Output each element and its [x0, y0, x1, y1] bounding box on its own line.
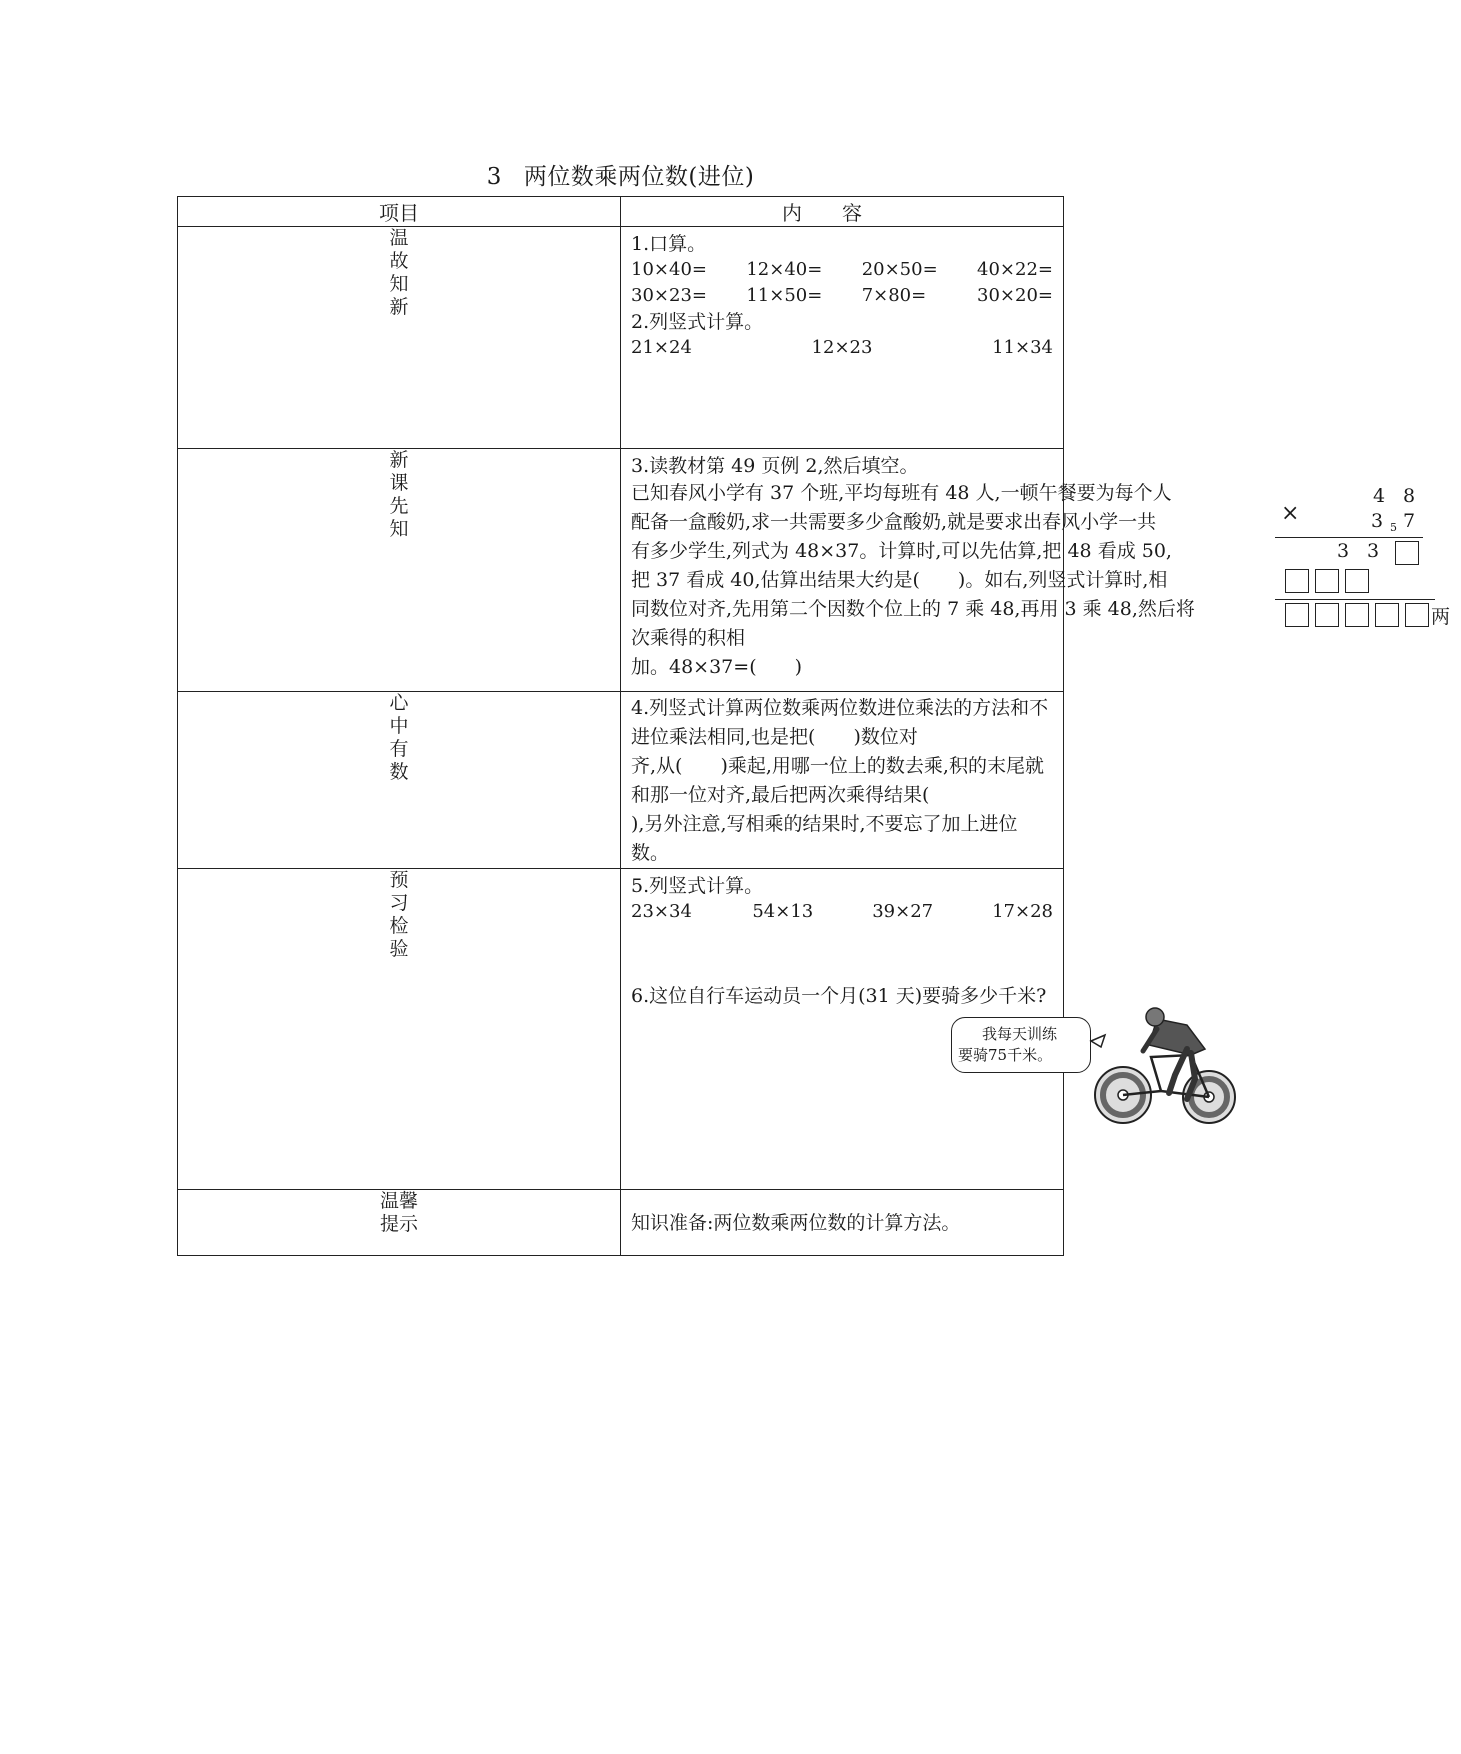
vertical-item: 12×23 [811, 337, 873, 358]
review-label: 温故知新 [178, 227, 621, 449]
q4-line: ),另外注意,写相乘的结果时,不要忘了加上进位数。 [631, 813, 1018, 864]
review-content [621, 227, 1064, 449]
q3-line: 加。48×37=( ) [631, 656, 803, 678]
q3-line: 同数位对齐,先用第二个因数个位上的 7 乘 48,再用 3 乘 48,然后将 [631, 598, 1195, 620]
q5-text: 5.列竖式计算。 [631, 875, 764, 897]
cyclist-illustration [1091, 1005, 1241, 1125]
answer-box[interactable] [1345, 603, 1369, 627]
bubble-line: 我每天训练 [982, 1025, 1058, 1043]
q2-text: 2.列竖式计算。 [631, 311, 764, 333]
q3-line: 配备一盒酸奶,求一共需要多少盒酸奶,就是要求出春风小学一共 [631, 511, 1157, 533]
calc-digit: 3 [1371, 510, 1384, 532]
q3-line: 把 37 看成 40,估算出结果大约是( )。如右,列竖式计算时,相 [631, 569, 1168, 591]
oral-row-2 [631, 283, 1053, 309]
mind-label: 心中有数 [178, 692, 621, 869]
q4-line: 齐,从( )乘起,用哪一位上的数去乘,积的末尾就和那一位对齐,最后把两次乘得结果( [631, 755, 1044, 806]
calc-digit: 3 [1367, 540, 1380, 562]
vertical-item: 54×13 [752, 901, 814, 922]
oral-item: 30×23= [631, 285, 707, 306]
title-number: 3 [486, 164, 502, 190]
oral-item: 12×40= [746, 259, 823, 280]
vertical-item: 11×34 [992, 337, 1053, 358]
q5-row [631, 899, 1053, 925]
bubble-line: 要骑75千米。 [958, 1046, 1053, 1064]
times-sign: × [1281, 501, 1300, 526]
oral-item: 11×50= [746, 285, 823, 306]
vertical-calculation [1271, 483, 1461, 633]
calc-digit: 3 [1337, 540, 1350, 562]
carry-digit: 5 [1390, 521, 1397, 534]
tips-text: 知识准备:两位数乘两位数的计算方法。 [631, 1211, 961, 1234]
worksheet-table [177, 196, 1451, 1256]
calc-digit: 4 [1373, 485, 1386, 507]
tips-label: 温馨提示 [178, 1190, 621, 1256]
mind-content [621, 692, 1064, 869]
title-text: 两位数乘两位数(进位) [523, 164, 755, 190]
new-content [621, 449, 1451, 692]
q3-line: 次乘得的积相 [631, 627, 746, 649]
review-row [178, 227, 1064, 449]
vertical-item: 21×24 [631, 337, 692, 358]
new-row [178, 449, 1064, 692]
vertical-item: 39×27 [872, 901, 934, 922]
oral-item: 30×20= [977, 285, 1054, 306]
answer-box[interactable] [1315, 603, 1339, 627]
check-content [621, 869, 1064, 1190]
calc-line [1275, 599, 1435, 600]
answer-box[interactable] [1345, 569, 1369, 593]
calc-digit: 7 [1403, 510, 1416, 532]
oral-row-1 [631, 257, 1053, 283]
new-label: 新课先知 [178, 449, 621, 692]
vertical-row [631, 335, 1053, 361]
answer-box[interactable] [1395, 541, 1419, 565]
tips-content [621, 1190, 1064, 1256]
q4-line: 4.列竖式计算两位数乘两位数进位乘法的方法和不进位乘法相同,也是把( )数位对 [631, 697, 1049, 748]
speech-bubble [951, 1017, 1091, 1073]
check-label: 预习检验 [178, 869, 621, 1190]
header-content: 内容 [621, 197, 1064, 227]
vertical-item: 17×28 [992, 901, 1053, 922]
q3-paragraph [631, 479, 1271, 682]
q3-text: 3.读教材第 49 页例 2,然后填空。 [631, 455, 919, 477]
q3-line: 已知春风小学有 37 个班,平均每班有 48 人,一顿午餐要为每个人 [631, 482, 1172, 504]
oral-item: 10×40= [631, 259, 707, 280]
mind-row [178, 692, 1064, 869]
trailing-char: 两 [1431, 606, 1451, 628]
vertical-item: 23×34 [631, 901, 692, 922]
oral-item: 40×22= [977, 259, 1054, 280]
header-label: 项目 [178, 197, 621, 227]
answer-box[interactable] [1285, 569, 1309, 593]
page-title [0, 158, 1241, 191]
answer-box[interactable] [1375, 603, 1399, 627]
oral-item: 7×80= [861, 285, 927, 306]
answer-box[interactable] [1405, 603, 1429, 627]
q6-text: 6.这位自行车运动员一个月(31 天)要骑多少千米? [631, 985, 1047, 1007]
answer-box[interactable] [1285, 603, 1309, 627]
header-row [178, 197, 1064, 227]
calc-digit: 8 [1403, 485, 1416, 507]
oral-item: 20×50= [861, 259, 938, 280]
q3-line: 有多少学生,列式为 48×37。计算时,可以先估算,把 48 看成 50, [631, 540, 1172, 562]
tips-row [178, 1190, 1064, 1256]
answer-box[interactable] [1315, 569, 1339, 593]
q1-text: 1.口算。 [631, 233, 707, 255]
check-row [178, 869, 1064, 1190]
